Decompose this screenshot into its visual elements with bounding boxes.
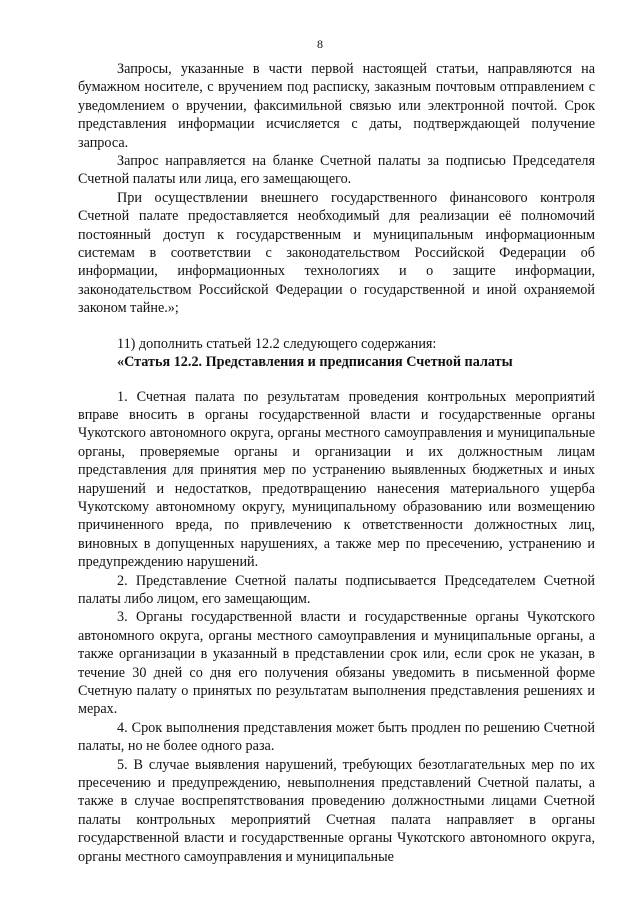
article-paragraph-2: 2. Представление Счетной палаты подписывается Председателем Счетной палаты либо лицом, его замещающим. [78, 572, 595, 607]
paragraph-request-form: Запрос направляется на бланке Счетной палаты за подписью Председателя Счетной палаты или лица, его замещающего. [78, 153, 595, 188]
article-heading: «Статья 12.2. Представления и предписания Счетной палаты [117, 354, 513, 371]
spacer [78, 372, 595, 388]
paragraph-requests-delivery: Запросы, указанные в части первой настоящей статьи, направляются на бумажном носителе, с вручением под расписку, заказным почтовым отправлением с уведомлением о вручении, факсимильной связью или электронной почтой. Срок представления информации исчисляется с даты, подтверждающей получение запроса. [78, 61, 595, 151]
document-body [78, 60, 595, 866]
page-number: 8 [317, 37, 323, 51]
spacer [78, 318, 595, 335]
article-paragraph-4: 4. Срок выполнения представления может быть продлен по решению Счетной палаты, но не более одного раза. [78, 719, 595, 755]
amendment-line: 11) дополнить статьей 12.2 следующего содержания: [117, 335, 437, 352]
article-paragraph-5: 5. В случае выявления нарушений, требующих безотлагательных мер по их пресечению и предупреждению, невыполнения представлений Счетной палаты, а также в случае воспрепятствования проведению должностными лицами Счетной палаты контрольных мероприятий Счетная палата направляет в органы государственной власти и государственные органы Чукотского автономного округа, органы местного самоуправления и муниципальные [78, 756, 595, 865]
article-paragraph-3: 3. Органы государственной власти и государственные органы Чукотского автономного округа, органы местного самоуправления и муниципальные органы, а также организации в указанный в представлении срок или, если срок не указан, в течение 30 дней со дня его получения обязаны уведомить в письменной форме Счетную палату о принятых по результатам выполнения представления решениях и мерах. [78, 609, 595, 718]
article-paragraph-1: 1. Счетная палата по результатам проведения контрольных мероприятий вправе вносить в органы государственной власти и государственные органы Чукотского автономного округа, органы местного самоуправления и муниципальные органы, проверяемые органы и организации и их должностным лицам представления для принятия мер по устранению выявленных бюджетных и иных нарушений и недостатков, предотвращению нанесения материального ущерба Чукотскому автономному округу, муниципальному образованию или возмещению причиненного вреда, по привлечению к ответственности должностных лиц, виновных в допущенных нарушениях, а также мер по пресечению, устранению и предупреждению нарушений. [78, 388, 595, 571]
paragraph-access-information-systems: При осуществлении внешнего государственного финансового контроля Счетной палате предоставляется необходимый для реализации её полномочий постоянный доступ к государственным и муниципальным информационным системам в соответствии с законодательством Российской Федерации об информации, информационных технологиях и о защите информации, законодательством Российской Федерации о государственной и иной охраняемой законом тайне.»; [78, 189, 595, 317]
